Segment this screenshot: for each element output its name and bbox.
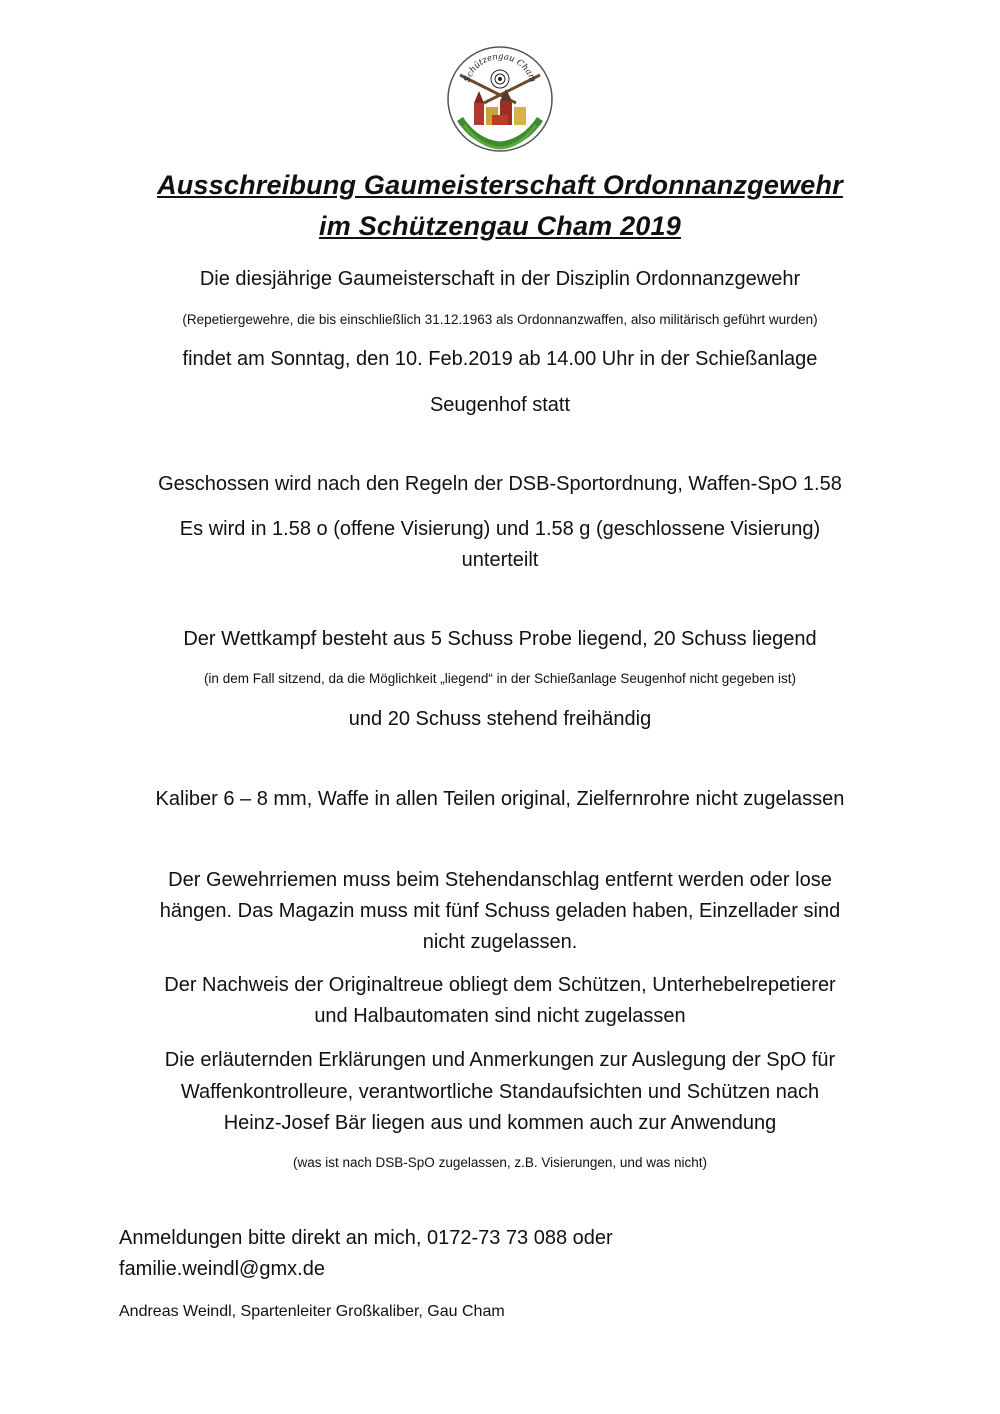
schuetzengau-cham-emblem-icon [446, 45, 554, 153]
intro-line-2: findet am Sonntag, den 10. Feb.2019 ab 14.00 Uhr in der Schießanlage [182, 348, 818, 370]
sling-line-1: Der Gewehrriemen muss beim Stehendanschlag entfernt werden oder lose [168, 869, 832, 891]
signature-line: Andreas Weindl, Spartenleiter Großkaliber, Gau Cham [119, 1303, 505, 1320]
intro-line-3: Seugenhof statt [429, 394, 571, 416]
document-title-line-2: im Schützengau Cham 2019 [319, 211, 681, 241]
proof-line-1: Der Nachweis der Originaltreue obliegt dem Schützen, Unterhebelrepetierer [164, 974, 836, 996]
competition-line-2: und 20 Schuss stehend freihändig [348, 708, 652, 730]
sling-line-2: hängen. Das Magazin muss mit fünf Schuss geladen haben, Einzellader sind [159, 900, 841, 922]
sling-line-3: nicht zugelassen. [422, 931, 578, 953]
explanations-note: (was ist nach DSB-SpO zugelassen, z.B. Visierungen, und was nicht) [293, 1155, 707, 1170]
rules-line-1: Geschossen wird nach den Regeln der DSB-Sportordnung, Waffen-SpO 1.58 [158, 473, 842, 495]
intro-line-1: Die diesjährige Gaumeisterschaft in der Disziplin Ordonnanzgewehr [199, 268, 801, 290]
competition-note: (in dem Fall sitzend, da die Möglichkeit „liegend“ in der Schießanlage Seugenhof nicht gegeben ist) [203, 671, 797, 686]
logo-arc-text: Schützengau Cham [462, 51, 538, 84]
proof-line-2: und Halbautomaten sind nicht zugelassen [314, 1005, 686, 1027]
document-title-line-1: Ausschreibung Gaumeisterschaft Ordonnanzgewehr [157, 170, 843, 200]
intro-note: (Repetiergewehre, die bis einschließlich 31.12.1963 als Ordonnanzwaffen, also militärisch geführt wurden) [182, 312, 818, 327]
explanations-line-1: Die erläuternden Erklärungen und Anmerkungen zur Auslegung der SpO für [164, 1049, 836, 1071]
registration-email: familie.weindl@gmx.de [119, 1258, 325, 1280]
rules-line-3: unterteilt [461, 549, 539, 571]
competition-line-1: Der Wettkampf besteht aus 5 Schuss Probe liegend, 20 Schuss liegend [183, 628, 817, 650]
explanations-line-3: Heinz-Josef Bär liegen aus und kommen auch zur Anwendung [223, 1112, 777, 1134]
caliber-line: Kaliber 6 – 8 mm, Waffe in allen Teilen original, Zielfernrohre nicht zugelassen [155, 788, 845, 810]
registration-line-1: Anmeldungen bitte direkt an mich, 0172-73 73 088 oder [119, 1227, 613, 1249]
explanations-line-2: Waffenkontrolleure, verantwortliche Standaufsichten und Schützen nach [180, 1081, 820, 1103]
rules-line-2: Es wird in 1.58 o (offene Visierung) und 1.58 g (geschlossene Visierung) [179, 518, 821, 540]
